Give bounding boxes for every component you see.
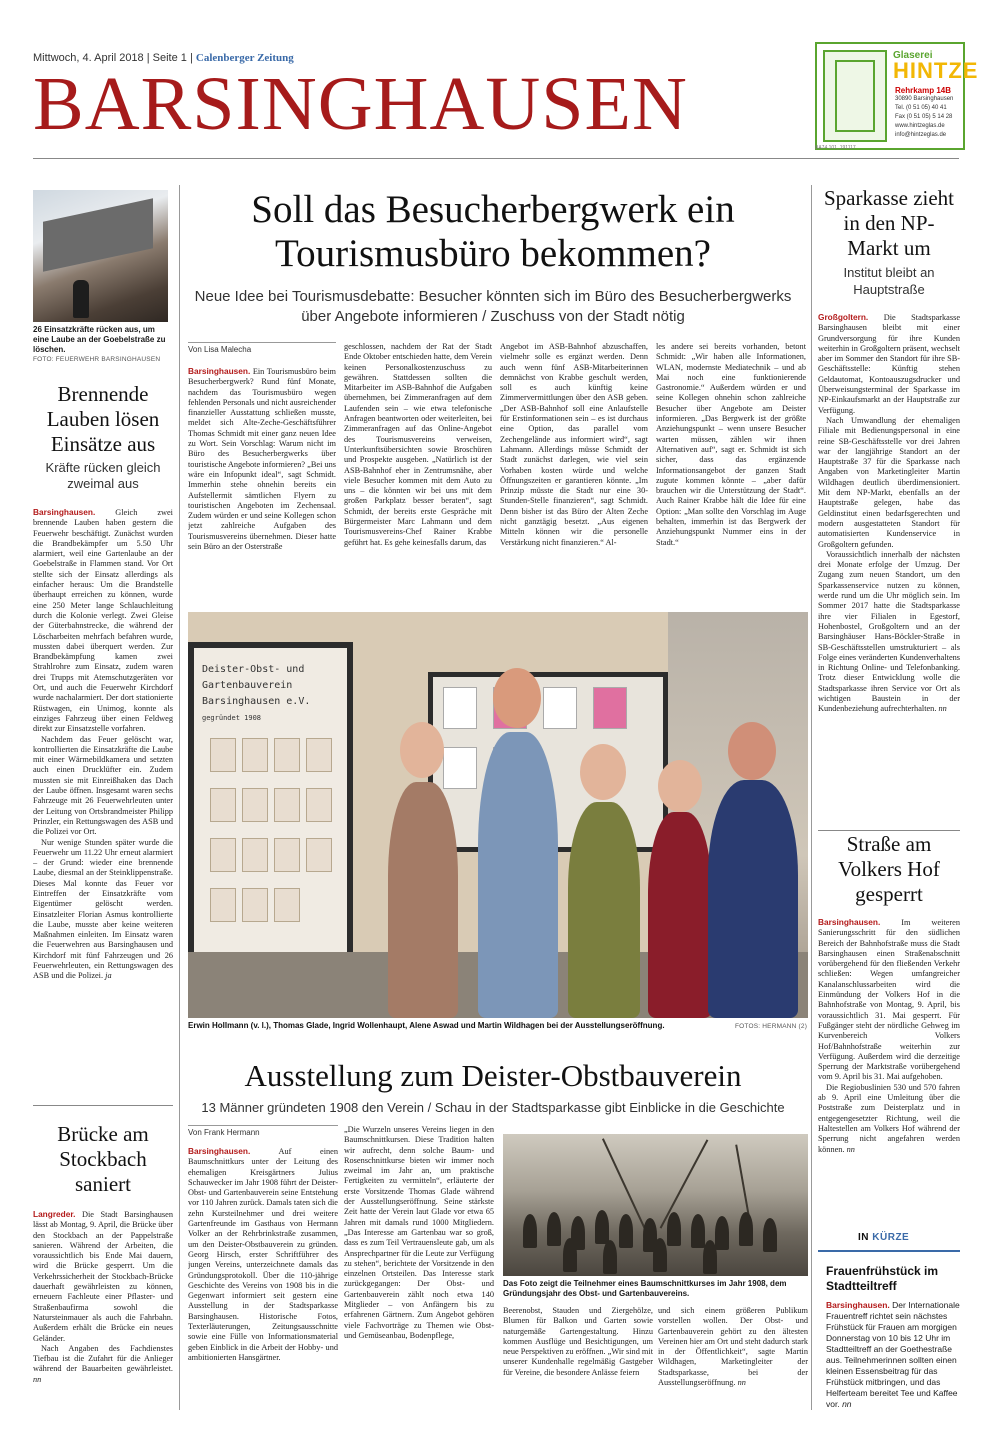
exhibition-photo [188,612,808,1018]
paper-name: Calenberger Zeitung [195,52,294,64]
second-author: Von Frank Hermann [188,1125,338,1137]
fire-photo-caption: 26 Einsatzkräfte rücken aus, um eine Laube an der Goebelstraße zu löschen. [33,325,166,354]
in-kurze-label: IN KÜRZE [858,1232,910,1243]
main-col-3: Angebot im ASB-Bahnhof abzuschaffen, vielmehr solle es ergänzt werden. Denn auch wenn fünf ASB-Mitarbeiterinnen demnächst von Krabbe geschult werden, soll es auch künftig keine Zimmervermittlungen über den ASB geben. „Der ASB-Bahnhof soll eine Anlaufstelle für Erstinformationen sein – es ist durchaus eine Option, das parallel vom Zechengelände aus informiert wird“, sagt Lahmann. Allerdings müsse Schmidt der Stadt zunächst darlegen, wie viel sein Vorhaben kosten würde und welche Öffnungszeiten er garantieren könnte. „Im Prinzip müsste die Stadt nur eine 30-Stunden-Stelle finanzieren“, sagt Schmidt. Denn bisher ist das Büro der Alten Zeche nicht ganztägig besetzt. „Aus eigenen Mitteln können wir die personelle Verstärkung nicht finanzieren.“ Al- [500,342,648,547]
article-subtitle-sparkasse: Institut bleibt an Hauptstraße [843,265,935,297]
exhibition-photo-credit: FOTOS: HERMANN (2) [735,1023,808,1030]
exhibition-photo-caption: Erwin Hollmann (v. l.), Thomas Glade, Ingrid Wollenhaupt, Alene Aswad und Martin Wildhagen bei der Ausstellungseröffnung. [188,1021,665,1030]
second-col-1: Barsinghausen. Auf einen Baumschnittkurs unter der Leitung des ehemaligen Kreisgärtners Julius Schauwecker im Jahr 1908 führt der Deister-Obst- und Gartenbauverein seine Entstehung vor 110 Jahren zurück. Damals taten sich die zehn Kursteilnehmer und drei weitere Gartenfreunde im Gasthaus von Hermann Volker an der Rehrbrinkstraße zusammen, um den Deister-Obstbauverein zu gründen. Georg Hirsch, erster Schriftführer des jungen Vereins, unterzeichnete damals das Gründungsprotokoll. Über die 110-jährige Geschichte des Vereins von 1908 bis in die Gegenwart informiert seit gestern eine Ausstellung in der Stadtsparkasse Barsinghausen. Historische Fotos, Texterläuterungen, Zeitungsausschnitte sowie eine Fülle von Informationsmaterial geben Einblick in die Arbeit der Hobby- und ambitionierten Hansgärtner. [188,1146,338,1362]
short-news-title: Frauenfrühstück im Stadtteiltreff [826,1264,939,1293]
main-author: Von Lisa Malecha [188,342,336,354]
ad-brand: HINTZE [893,58,979,83]
main-col-1: Barsinghausen. Ein Tourismusbüro beim Besucherbergwerk? Rund fünf Monate, nachdem das Tourismusbüro wegen fehlenden Personals und nicht ausreichender finanzieller Ausstattung schließen musste, meldet sich Alte-Zeche-Geschäftsführer Thomas Schmidt mit einer ganz neuen Idee zu Wort. Sein Vorschlag: Warum nicht im Büro des Besucherbergwerks über touristische Angebote informieren? „Bei uns wäre ein Infopunkt ideal“, sagt Schmidt. Immerhin stehe ohnehin bereits ein Aufstellermit sämtlichen Flyern zu touristischen Angeboten im Zechensaal. Zudem würden er und seine Kollegen schon jetzt zahlreiche Aufgaben des Tourismusvereins übernehmen. Dieser hatte sein Büro an der Osterstraße [188,366,336,552]
historic-photo-caption: Das Foto zeigt die Teilnehmer eines Baumschnittkurses im Jahr 1908, dem Gründungsjahr des Obst- und Gartenbauvereins. [503,1279,787,1298]
fire-photo-credit: FOTO: FEUERWEHR BARSINGHAUSEN [33,356,161,363]
article-subtitle-fire: Kräfte rücken gleich zweimal aus [45,460,161,491]
article-body-sparkasse: Großgoltern. Die Stadtsparkasse Barsinghausen bleibt mit einer Grundversorgung für ihre Kunden weiterhin in Großgoltern präsent, wechselt aber im Sommer den Standort für ihre SB-Geschäftsstelle: Künftig stehen Geldautomat, Kontoauszugsdrucker und Überweisungsterminal der Sparkasse im NP-Einkaufsmarkt an der Hauptstraße zur Verfügung. Nach Umwandlung der ehemaligen Filiale mit Bedienungspersonal in eine reine SB-Geschäftsstelle vor drei Jahren war der langjährige Standort an der Hauptstraße 37 für die Sparkasse nach Angaben von Marketingleiter Martin Wildhagen deutlich überdimensioniert. Mit dem NP-Markt, ebenfalls an der Hauptstraße gelegen, habe das Geldinstitut einen bedarfsgerechten und modern ausgestatteten Standort für automatisierten Kundenservice in Großgoltern gefunden. Voraussichtlich innerhalb der nächsten drei Monate erfolge der Umzug. Der Zugang zum neuen Standort, um den Sparkassenservice nutzen zu können, werde rund um die Uhr möglich sein. Im Sommer 2017 hatte die Stadtsparkasse ihre vier Filialen in Egestorf, Hohenbostel, Großgoltern und an der Barsinghäuser Hans-Böckler-Straße in SB-Geschäftsstellen umstrukturiert – als Folge eines veränderten Kundenverhaltens in Richtung Online- und Telefonbanking. Trotz dieser Entwicklung wolle die Stadtsparkasse ihren Service vor Ort als wichtigen Baustein in der Kundenbeziehung aufrechterhalten. nn [818,312,960,714]
in-kurze-divider [818,1250,960,1252]
masthead-rule [33,158,959,159]
second-col-3: Beerenobst, Stauden und Ziergehölze, Blumen für Balkon und Garten sowie naturgemäße Gartengestaltung. Hinzu kommen Ausflüge und Besichtigungen, um neue Perspektiven zu eröffnen. „Wir sind mit unserer Kundenhalle regelmäßig Gastgeber für Vereine, die besondere Anlässe feiern [503,1306,653,1377]
ad-address: Rehrkamp 14B 30890 Barsinghausen Tel. (0 51 05) 40 41 Fax (0 51 05) 5 14 28 www.hintzeglas.de info@hintzeglas.de [895,86,954,138]
exhibition-board-title: Deister-Obst- und Gartenbauverein Barsinghausen e.V. [202,664,311,707]
article-body-bridge: Langreder. Die Stadt Barsinghausen lässt ab Montag, 9. April, die Brücke über den Stockbach an der Pappelstraße sanieren. Während der Arbeiten, die voraussichtlich bis Ende Mai dauern, wird die Brücke gesperrt. Um die Verkehrssicherheit der Stockbach-Brücke dauerhaft gewährleisten zu können, erneuern Fachleute einer Pflaster- und Straßenbaufirma sowohl die Natursteinmauer als auch die Fahrbahn. Außerdem erhält die Brücke ein neues Geländer. Nach Angaben des Fachdienstes Tiefbau ist die Zufahrt für die Anlieger während der Bauarbeiten gewährleistet. nn [33,1209,173,1384]
exhibition-board-year: gegründet 1908 [202,714,262,722]
date: Mittwoch, 4. April 2018 [33,52,144,64]
article-body-fire: Barsinghausen. Gleich zwei brennende Lauben haben gestern die Feuerwehr beschäftigt. Zunächst wurden die Brandbekämpfer um 5.50 Uhr alarmiert, weil eine Gartenlaube an der Goebelstraße in Flammen stand. Vor Ort stellte sich der Einsatz allerdings als einfacher heraus: Um die Brandstelle überhaupt erreichen zu können, wurde eine 250 Meter lange Schlauchleitung durch die Kolonie verlegt. Zwei Gleise der Güterbahnstrecke, die während der Löscharbeiten mehrfach befahren wurde, mussten dabei überquert werden. Zur Brandbekämpfung kamen zwei Strahlrohre zum Einsatz, zudem waren drei Trupps mit Atemschutzgeräten vor Ort, und auch die Feuerwehr Kirchdorf wurde nachalarmiert. Der dort stationierte Rüstwagen, ein Unimog, konnte als einziges Fahrzeug über einen Feldweg direkt zur Einsatzstelle vorfahren. Nachdem das Feuer gelöscht war, kontrollierten die Einsatzkräfte die Laube mit einer Wärmebildkamera und setzten auch einen Drucklüfter ein. Zudem mussten sie mit Einreißhaken das Dach der Laube öffnen. Insgesamt waren sechs Fahrzeuge mit 26 Feuerwehrleuten unter der Leitung von Ortsbrandmeister Philipp Prinzler, ein Rettungswagen des ASB und die Polizei vor Ort. Nur wenige Stunden später wurde die Feuerwehr um 11.22 Uhr erneut alarmiert – der Grund: wieder eine brennende Laube, diesmal an der Steinklippenstraße. Dieses Mal konnte das Feuer vor Eintreffen der Einsatzkräfte vom Eigentümer gelöscht werden. Einsatzleiter Florian Asmus kontrollierte die Laube, musste aber keine weiteren Maßnahmen einleiten. Im Einsatz waren die Feuerwehren aus Barsinghausen und Kirchdorf mit fünf Fahrzeugen und 26 Feuerwehrleuten, ein Rettungswagen des ASB und die Polizei. ja [33,507,173,981]
second-col-4: und sich einem größeren Publikum vorstellen wollen. Der Obst- und Gartenbauverein gehört zu den ältesten Vereinen hier am Ort und steht dadurch stark in der Öffentlichkeit“, sagte Martin Wildhagen, Marketingleiter der Stadtsparkasse, bei der Ausstellungseröffnung. nn [658,1306,808,1388]
article-title-sparkasse: Sparkasse zieht in den NP-Markt um [823,186,955,260]
page-number: Seite 1 [152,52,187,64]
main-col-2: geschlossen, nachdem der Rat der Stadt Ende Oktober entschieden hatte, dem Verein keinen Personalkostenzuschuss zu gewähren. Stattdessen sollten die Mitarbeiter im ASB-Bahnhof die Aufgaben übernehmen, bei Zimmeranfragen auf dem Laufenden sein – wie etwa telefonische Anfragen beantworten oder weiterleiten, bei Zimmeranfragen auf das Online-Angebot des Tourismusvereins verweisen, Unterkunftsübersichten sowie Broschüren und Prospekte ausgeben. „Natürlich ist der ASB-Bahnhof eher in Zentrumsnähe, aber viele Besucher kommen mit dem Auto zu uns – die könnten wir bei uns mit dem großen Parkplatz besser beraten“, sagt Schmidt, der bereits erste Gespräche mit Bürgermeister Marc Lahmann und dem Tourismusvereins-Chef Rainer Krabbe geführt hat. Es gehe keinesfalls darum, das [344,342,492,547]
historic-photo [503,1134,808,1276]
masthead: BARSINGHAUSEN [33,62,688,146]
article-title-volkers-hof: Straße am Volkers Hof gesperrt [838,832,940,906]
main-col-4: les andere sei bereits vorhanden, betont Schmidt: „Wir haben alle Informationen, WLAN, modernste Mediatechnik – und ab Mai noch eine funktionierende Gastronomie.“ Außerdem würden er und seine Kollegen ohnehin schon zahlreiche Besucher über Angebote am Deister informieren. „Das Bergwerk ist der größte Anziehungspunkt – wenn unsere Besucher warten müssen, zählen wir ihnen Alternativen auf“, sagt er. Schmidt ist sich sicher, dass das ergänzende Informationsangebot der ganzen Stadt zugute kommen könnte – „aber dafür brauchen wir die Unterstützung der Stadt“. Auch Rainer Krabbe hält die Idee für eine Option: „Man sollte den Vorschlag im Auge behalten, immerhin ist das Bergwerk der Anziehungspunkt Nummer eins in der Stadt.“ [656,342,806,547]
article-title-fire: Brennende Lauben lösen Einsätze aus [46,382,160,456]
main-subheadline: Neue Idee bei Tourismusdebatte: Besucher könnten sich im Büro des Besucherbergwerks über Angebote informieren / Zuschuss von der Stadt nötig [194,288,792,325]
ad-code: BA74 101_191117 [815,145,856,151]
second-headline: Ausstellung zum Deister-Obstbauverein [244,1058,742,1093]
short-news-body: Barsinghausen. Der Internationale Frauentreff richtet sein nächstes Frühstück für Frauen am morgigen Donnerstag von 10 bis 12 Uhr im Stadtteiltreff an der Goethestraße aus. Teilnehmerinnen sollten einen kleinen Essensbeitrag für das Frühstück mitbringen, und das Helferteam bereitet Tee und Kaffee vor. nn [826,1300,960,1409]
dateline: Mittwoch, 4. April 2018 | Seite 1 | Calenberger Zeitung [33,52,294,64]
second-col-2: „Die Wurzeln unseres Vereins liegen in den Baumschnittkursen. Diese Tradition halten wir aufrecht, denn solche Baum- und Rosenschnittkurse bieten wir immer noch zweimal im Jahr an, um praktische Fertigkeiten zu vermitteln“, erläuterte der erste Vorsitzende Thomas Glade während der Ausstellungseröffnung. Seine stärkste Zeit hatte der Verein laut Glade vor etwa 65 Jahren mit damals rund 1000 Mitgliedern. „Das Interesse am Gartenbau war so groß, dass es zum Teil Vertrauensleute gab, um als Ansprechpartner für die Leute zur Verfügung zu stehen“, berichtete der Vorsitzende in den einzelnen Ortsteilen. Das Interesse stark zurückgegangen: Der Obst- und Gartenbauverein zählt noch etwa 140 Mitglieder – von Anfängern bis zu erfahrenen Gärtnern. Zum Angebot gehören viele Fachvorträge zu Themen wie Obst- und Gemüseanbau, Bodenpflege, [344,1125,494,1340]
article-title-bridge: Brücke am Stockbach saniert [57,1122,149,1196]
ad-brand-top: Glaserei [893,50,933,61]
advertisement [815,42,979,150]
ad-door-icon [823,50,887,142]
fire-photo [33,190,168,322]
second-subheadline: 13 Männer gründeten 1908 den Verein / Schau in der Stadtsparkasse gibt Einblicke in die Geschichte [201,1100,785,1115]
article-body-volkers-hof: Barsinghausen. Im weiteren Sanierungsschritt für den südlichen Bereich der Bahnhofstraße muss die Stadt Barsinghausen einen Straßenabschnitt vorübergehend für den fließenden Verkehr schließen: Wegen umfangreicher Kanalanschlussarbeiten wird die Einmündung der Volkers Hof in die Bahnhofstraße von Montag, 9. April, bis voraussichtlich 31. Mai gesperrt. Für Fußgänger steht der nördliche Gehweg im Kurvenbereich Volkers Hof/Bahnhofstraße weiterhin zur Verfügung. Außerdem wird die derzeitige Sperrung der Marktstraße vorübergehend vom 9. April bis 31. Mai aufgehoben. Die Regiobuslinien 530 und 570 fahren ab 9. April eine Umleitung über die Poststraße zum Deisterplatz und in entgegengesetzter Richtung, weil die Haltestellen am Volkers Hof während der Sperrung nicht angefahren werden können. nn [818,917,960,1154]
main-headline: Soll das Besucherbergwerk ein Tourismusbüro bekommen? [251,188,735,275]
